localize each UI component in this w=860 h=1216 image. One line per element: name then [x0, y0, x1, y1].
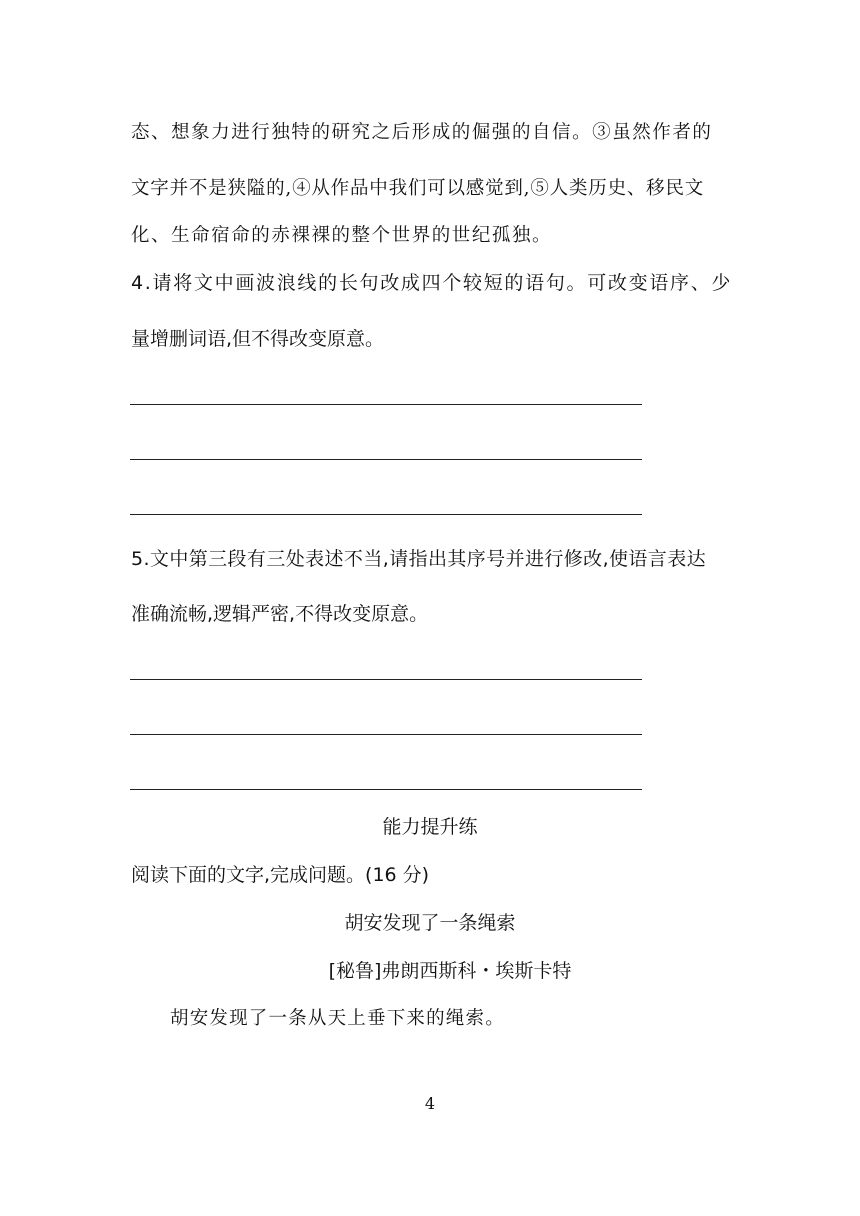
question-5-line-2: 准确流畅,逻辑严密,不得改变原意。 [131, 603, 429, 625]
section-instruction: 阅读下面的文字,完成问题。(16 分) [131, 864, 430, 886]
section-title: 能力提升练 [382, 816, 478, 838]
question-4-line-2: 量增删词语,但不得改变原意。 [131, 328, 385, 350]
page-number: 4 [424, 1094, 436, 1113]
answer-line-5-1[interactable] [130, 679, 642, 680]
passage-line-2: 文字并不是狭隘的,④从作品中我们可以感觉到,⑤人类历史、移民文 [131, 178, 705, 199]
answer-line-4-3[interactable] [130, 514, 642, 515]
story-author: [秘鲁]弗朗西斯科・埃斯卡特 [328, 960, 572, 982]
story-title: 胡安发现了一条绳索 [344, 912, 516, 934]
answer-line-4-2[interactable] [130, 459, 642, 460]
question-4-line-1: 4.请将文中画波浪线的长句改成四个较短的语句。可改变语序、少 [131, 272, 733, 294]
question-5-line-1: 5.文中第三段有三处表述不当,请指出其序号并进行修改,使语言表达 [131, 548, 707, 570]
answer-line-4-1[interactable] [130, 404, 642, 405]
passage-line-3: 化、生命宿命的赤裸裸的整个世界的世纪孤独。 [131, 225, 553, 246]
answer-line-5-3[interactable] [130, 789, 642, 790]
passage-line-1: 态、想象力进行独特的研究之后形成的倔强的自信。③虽然作者的 [131, 122, 713, 143]
story-first-line: 胡安发现了一条从天上垂下来的绳索。 [170, 1008, 505, 1029]
answer-line-5-2[interactable] [130, 734, 642, 735]
